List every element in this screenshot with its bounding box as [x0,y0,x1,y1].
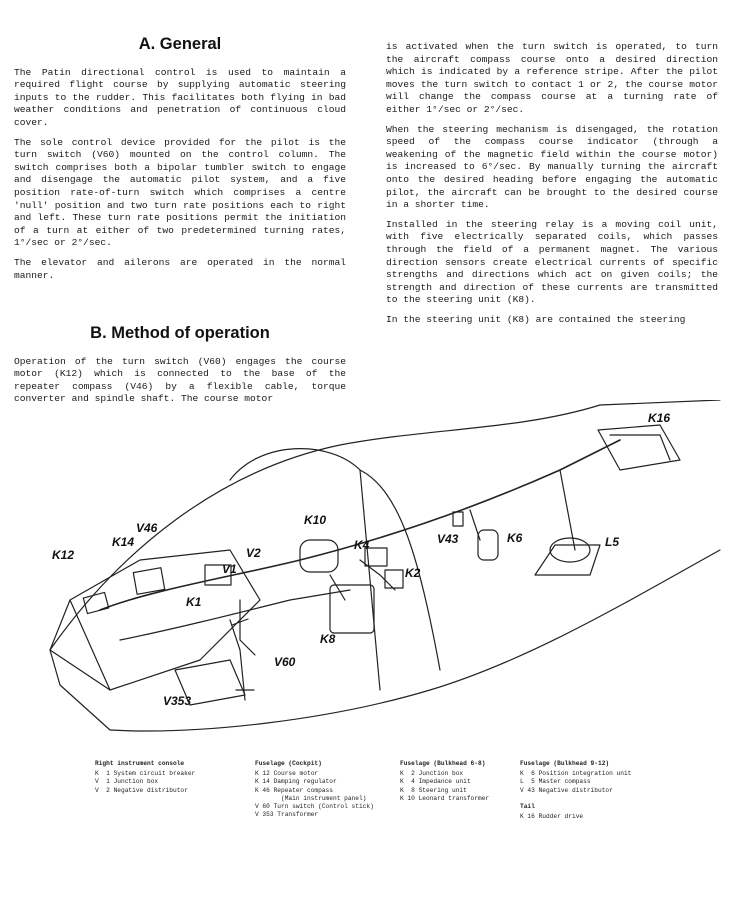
label-k16: K16 [648,411,671,425]
label-k10: K10 [304,513,327,527]
legend-item: K 1 System circuit breaker [95,770,196,778]
v46-box [133,568,164,595]
label-v43: V43 [437,532,459,546]
k16-rudder-drive [598,425,680,470]
wiring-k6 [470,470,575,550]
legend-bulkhead-9-12 [520,760,660,821]
label-k14: K14 [112,535,135,549]
section-a-paragraph-1: The Patin directional control is used to maintain a required flight course by supplying automatic steering inputs to the rudder. This facilitates both flying in bad weather conditions and penetration of continuous cloud cover. [14,66,346,128]
legend-item: L 5 Master compass [520,778,591,786]
autopilot-installation-diagram [0,400,735,755]
left-column [14,35,346,289]
label-k4: K4 [354,538,370,552]
legend-item: K 6 Position integration unit [520,770,632,778]
k10-unit [300,540,338,572]
right-paragraph-4: In the steering unit (K8) are contained the steering [386,313,686,325]
legend-tail [520,803,660,821]
legend-item: V 2 Negative distributor [95,786,188,794]
legend-item: K 10 Leonard transformer [400,794,490,802]
k6-box [478,530,498,560]
legend-item: V 60 Turn switch (Control stick) [255,803,374,811]
section-a-paragraph-3: The elevator and ailerons are operated in the normal manner. [14,256,346,281]
legend-bulkhead-9-12-title: Fuselage (Bulkhead 9-12) [520,760,610,767]
section-b-title: B. Method of operation [90,324,270,342]
legend-item: K 12 Course motor [255,770,319,778]
label-v2: V2 [246,546,261,560]
wiring-k8 [330,575,345,600]
legend-bulkhead-6-8-title: Fuselage (Bulkhead 6-8) [400,760,486,767]
section-a-paragraph-2: The sole control device provided for the pilot is the turn switch (V60) mounted on the control column. The switch comprises both a bipolar tumbler switch to engage and disengage the automatic pilot system, and a five position rate-of-turn switch which comprises a centre 'null' position and two turn rate positions each to right and left. These turn rate positions permit the initiation of a turn at either of two predetermined turning rates, 1°/sec or 2°/sec. [14,136,346,249]
side-rail [50,600,110,730]
right-paragraph-3: Installed in the steering relay is a moving coil unit, with five electrically separated coils, which passes through the field of a permanent magnet. The various direction sensors create electrical currents of specific strengths and directions which act on given coils; the strength and direction of these currents are transmitted to the steering unit (K8). [386,218,718,306]
legend-item: V 1 Junction box [95,778,159,786]
label-k6: K6 [507,531,523,545]
v43-box [453,512,463,526]
right-paragraph-2: When the steering mechanism is disengaged, the rotation speed of the compass course indicator (through a weakening of the magnetic field within the course motor) is increased to 6°/sec. By manually turning the aircraft onto the desired heading before engaging the automatic pilot, the aircraft can be brought to the desired course in a shorter time. [386,123,718,211]
legend-item: K 46 Repeater compass [255,786,333,794]
right-paragraph-1: is activated when the turn switch is operated, to turn the aircraft compass course onto a desired direction which is indicated by a reference stripe. After the pilot moves the turn switch to contact 1 or 2, the course motor will change the compass course at a turning rate of either 1°/sec or 2°/sec. [386,41,718,115]
legend-tail-title: Tail [520,802,535,810]
label-v60: V60 [274,655,296,669]
legend-cockpit [255,760,395,819]
label-k2: K2 [405,566,421,580]
legend-item: K 14 Damping regulator [255,778,337,786]
legend-right-console [95,760,245,795]
label-l5: L5 [605,535,620,549]
label-k1: K1 [186,595,202,609]
legend-item: K 4 Impedance unit [400,778,471,786]
label-v46: V46 [136,521,158,535]
label-v1: V1 [222,562,237,576]
legend-item: K 2 Junction box [400,770,464,778]
legend-item: V 43 Negative distributor [520,786,613,794]
legend-item: (Main instrument panel) [255,794,367,802]
wiring-lower [120,590,350,640]
legend-cockpit-title: Fuselage (Cockpit) [255,760,322,767]
right-column [386,41,718,333]
k2-box [385,570,403,588]
section-b-paragraph-1: Operation of the turn switch (V60) engages the course motor (K12) which is connected to the base of the repeater compass (V46) by a flexible cable, torque converter and spindle shaft. The course motor [14,355,346,405]
label-k8: K8 [320,632,336,646]
wiring-v60 [240,600,255,655]
legend-item: V 353 Transformer [255,811,319,819]
legend-item: K 16 Rudder drive [520,813,584,821]
legend-bulkhead-6-8 [400,760,520,803]
label-k12: K12 [52,548,75,562]
l5-compass [535,538,600,575]
cockpit-frame [230,449,380,690]
label-v353: V353 [163,694,192,708]
legend-right-console-title: Right instrument console [95,760,185,767]
section-a-title: A. General [138,35,222,53]
legend-item: K 8 Steering unit [400,786,467,794]
